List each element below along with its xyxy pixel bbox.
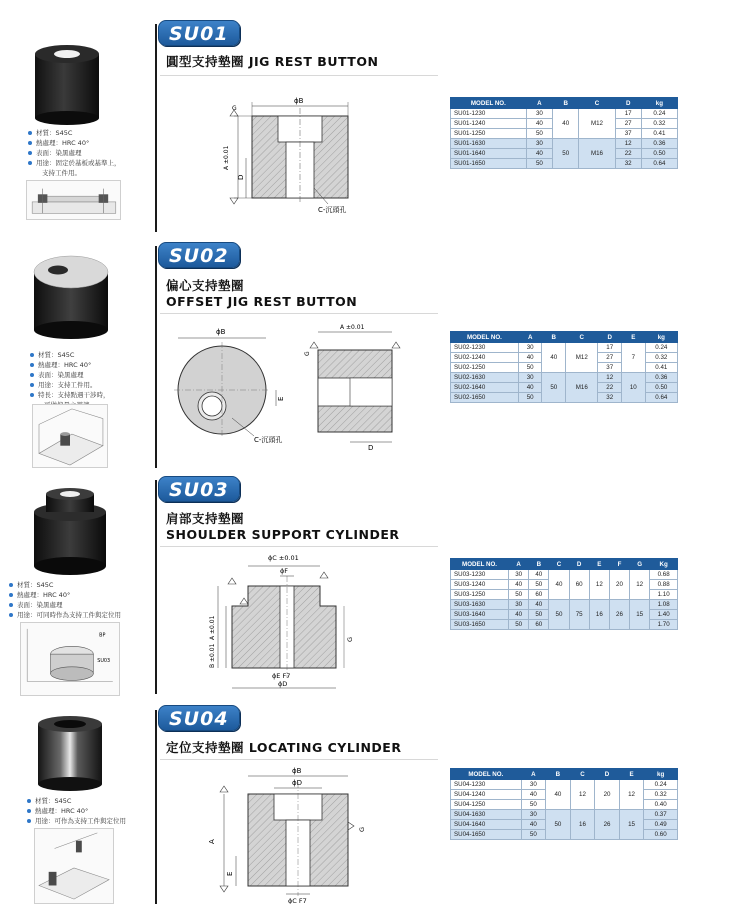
usage-sketch-su04: [34, 828, 114, 904]
spec-item: 材質：S45C: [27, 128, 121, 138]
title-rule: [160, 759, 438, 760]
callout-countersink: C-沉頭孔: [318, 206, 347, 214]
table-row: SU01-1650 50 32 0.64: [451, 159, 678, 169]
column-header: A: [526, 98, 552, 109]
table-row: SU04-1240 40 0.32: [451, 790, 678, 800]
column-header: kg: [641, 98, 677, 109]
spec-table-su04: [450, 768, 678, 840]
section-divider: [155, 710, 157, 904]
spec-table-su01: [450, 97, 678, 169]
section-divider: [155, 246, 157, 468]
spec-item: 用途：可作為支持工件與定位用: [26, 816, 126, 826]
product-photo-su02: [30, 250, 112, 342]
dim-label-b: ϕB: [216, 328, 226, 336]
callout-countersink: C-沉頭孔: [254, 436, 283, 444]
table-header: MODEL NO. A B C D E kg: [451, 332, 678, 343]
table-row: SU01-1630 30 50 M16 12 0.36: [451, 139, 678, 149]
product-photo-su04: [34, 712, 106, 794]
technical-drawing-su02: [172, 318, 412, 456]
model-badge-su02: SU02: [158, 242, 240, 268]
table-row: SU04-1250 50 0.40: [451, 800, 678, 810]
section-title-su04: 定位支持墊圈 LOCATING CYLINDER: [166, 740, 402, 755]
spec-item: 材質：S45C: [26, 796, 126, 806]
spec-item: 熱處理：HRC 40°: [27, 138, 121, 148]
spec-item: 熱處理：HRC 40°: [26, 806, 126, 816]
table-row: SU03-1640 40 50 1.40: [451, 610, 678, 620]
dim-label-a: A ±0.01: [209, 615, 216, 640]
sketch-label: SU03: [97, 657, 111, 664]
spec-table-su02: [450, 331, 678, 403]
table-row: SU01-1240 40 27 0.32: [451, 119, 678, 129]
section-title-en-su03: SHOULDER SUPPORT CYLINDER: [166, 527, 400, 542]
table-header: MODEL NO. A B C D E F G Kg: [451, 559, 678, 570]
dim-label-a: A ±0.01: [340, 324, 365, 331]
title-rule: [160, 313, 438, 314]
model-badge-su04: SU04: [158, 705, 240, 731]
spec-item: 用途：可同時作為支持工件與定位用: [8, 610, 121, 620]
spec-item: 熱處理：HRC 40°: [8, 590, 121, 600]
table-row: SU03-1650 50 60 1.70: [451, 620, 678, 630]
spec-list-su02: [29, 350, 110, 410]
table-row: SU01-1230 30 40 M12 17 0.24: [451, 109, 678, 119]
dim-label-f: ϕF: [280, 567, 289, 575]
section-title-cn-su02: 偏心支持墊圈: [166, 278, 245, 293]
table-row: SU03-1250 50 60 1.10: [451, 590, 678, 600]
column-header: B: [553, 98, 579, 109]
spec-list-su01: [27, 128, 121, 178]
table-header: MODEL NO. A B C D E kg: [451, 769, 678, 780]
usage-sketch-su03: [20, 622, 120, 696]
table-row: SU03-1240 40 50 0.88: [451, 580, 678, 590]
dim-label-e: E: [226, 871, 234, 876]
dim-label-c: ϕC F7: [288, 897, 307, 904]
table-row: SU02-1630 30 50 M16 12 10 0.36: [451, 373, 678, 383]
spec-item: 表面：染黑處理: [8, 600, 121, 610]
table-row: SU02-1640 40 22 0.50: [451, 383, 678, 393]
dim-label-a: A: [208, 839, 216, 844]
dim-label-b: ϕB: [292, 767, 302, 775]
spec-item: 表面：染黑處理: [29, 370, 110, 380]
product-photo-su01: [32, 42, 102, 126]
table-row: SU04-1640 40 0.49: [451, 820, 678, 830]
dim-label-e: ϕE F7: [272, 672, 291, 680]
table-row: SU03-1230 30 40 40 60 12 20 12 0.68: [451, 570, 678, 580]
section-divider: [155, 24, 157, 232]
dim-label-d: ϕD: [278, 680, 288, 688]
table-row: SU04-1630 30 50 16 26 15 0.37: [451, 810, 678, 820]
product-photo-su03: [30, 482, 110, 578]
technical-drawing-su01: [210, 92, 380, 222]
technical-drawing-su04: [200, 766, 390, 904]
spec-item: 特長：支持點遇干涉時，: [29, 390, 110, 400]
title-rule: [160, 546, 438, 547]
title-rule: [160, 75, 438, 76]
sketch-label: BP: [99, 632, 106, 639]
dim-label-d: D: [368, 444, 374, 452]
dim-label-d: ϕD: [292, 779, 303, 787]
dim-label-g: G: [346, 636, 354, 642]
section-divider: [155, 480, 157, 694]
table-row: SU03-1630 30 40 50 75 16 26 15 1.08: [451, 600, 678, 610]
spec-item: 可做偏量之避讓。: [44, 401, 96, 409]
dim-label-e: E: [277, 396, 285, 401]
spec-item: 材質：S45C: [29, 350, 110, 360]
table-header: [451, 98, 678, 109]
dim-label-g: G: [358, 826, 366, 832]
dim-label-a: A ±0.01: [223, 145, 230, 170]
usage-sketch-su02: [32, 404, 108, 468]
table-row: SU04-1650 50 0.60: [451, 830, 678, 840]
spec-item: 表面：染黑處理: [27, 148, 121, 158]
column-header: C: [579, 98, 615, 109]
spec-table-su03: [450, 558, 678, 630]
table-row: SU01-1640 40 22 0.50: [451, 149, 678, 159]
section-title-en-su02: OFFSET JIG REST BUTTON: [166, 294, 358, 309]
model-badge-su03: SU03: [158, 476, 240, 502]
table-row: SU02-1650 50 32 0.64: [451, 393, 678, 403]
technical-drawing-su03: [188, 548, 368, 694]
table-row: SU01-1250 50 37 0.41: [451, 129, 678, 139]
spec-list-su03: [8, 580, 121, 620]
spec-item: 熱處理：HRC 40°: [29, 360, 110, 370]
spec-item: 用途：固定於基板或基準上，: [27, 158, 121, 168]
dim-label-b: B ±0.01: [209, 643, 216, 668]
table-row: SU02-1230 30 40 M12 17 7 0.24: [451, 343, 678, 353]
column-header: D: [615, 98, 641, 109]
dim-label-g: G: [304, 351, 311, 356]
dim-label-d: D: [237, 174, 245, 180]
table-row: SU02-1250 50 37 0.41: [451, 363, 678, 373]
dim-label-c: ϕC ±0.01: [268, 554, 299, 562]
dim-label-b: ϕB: [294, 97, 304, 105]
section-title-su01: 圓型支持墊圈 JIG REST BUTTON: [166, 54, 379, 69]
spec-item: 支持工件用。: [42, 169, 81, 177]
spec-item: 用途：支持工件用。: [29, 380, 110, 390]
dim-label-g: G: [232, 105, 237, 112]
spec-list-su04: [26, 796, 126, 826]
usage-sketch-su01: [26, 180, 121, 220]
model-badge-su01: SU01: [158, 20, 240, 46]
table-row: SU02-1240 40 27 0.32: [451, 353, 678, 363]
spec-item: 材質：S45C: [8, 580, 121, 590]
column-header: MODEL NO.: [451, 98, 527, 109]
section-title-cn-su03: 肩部支持墊圈: [166, 511, 245, 526]
table-row: SU04-1230 30 40 12 20 12 0.24: [451, 780, 678, 790]
